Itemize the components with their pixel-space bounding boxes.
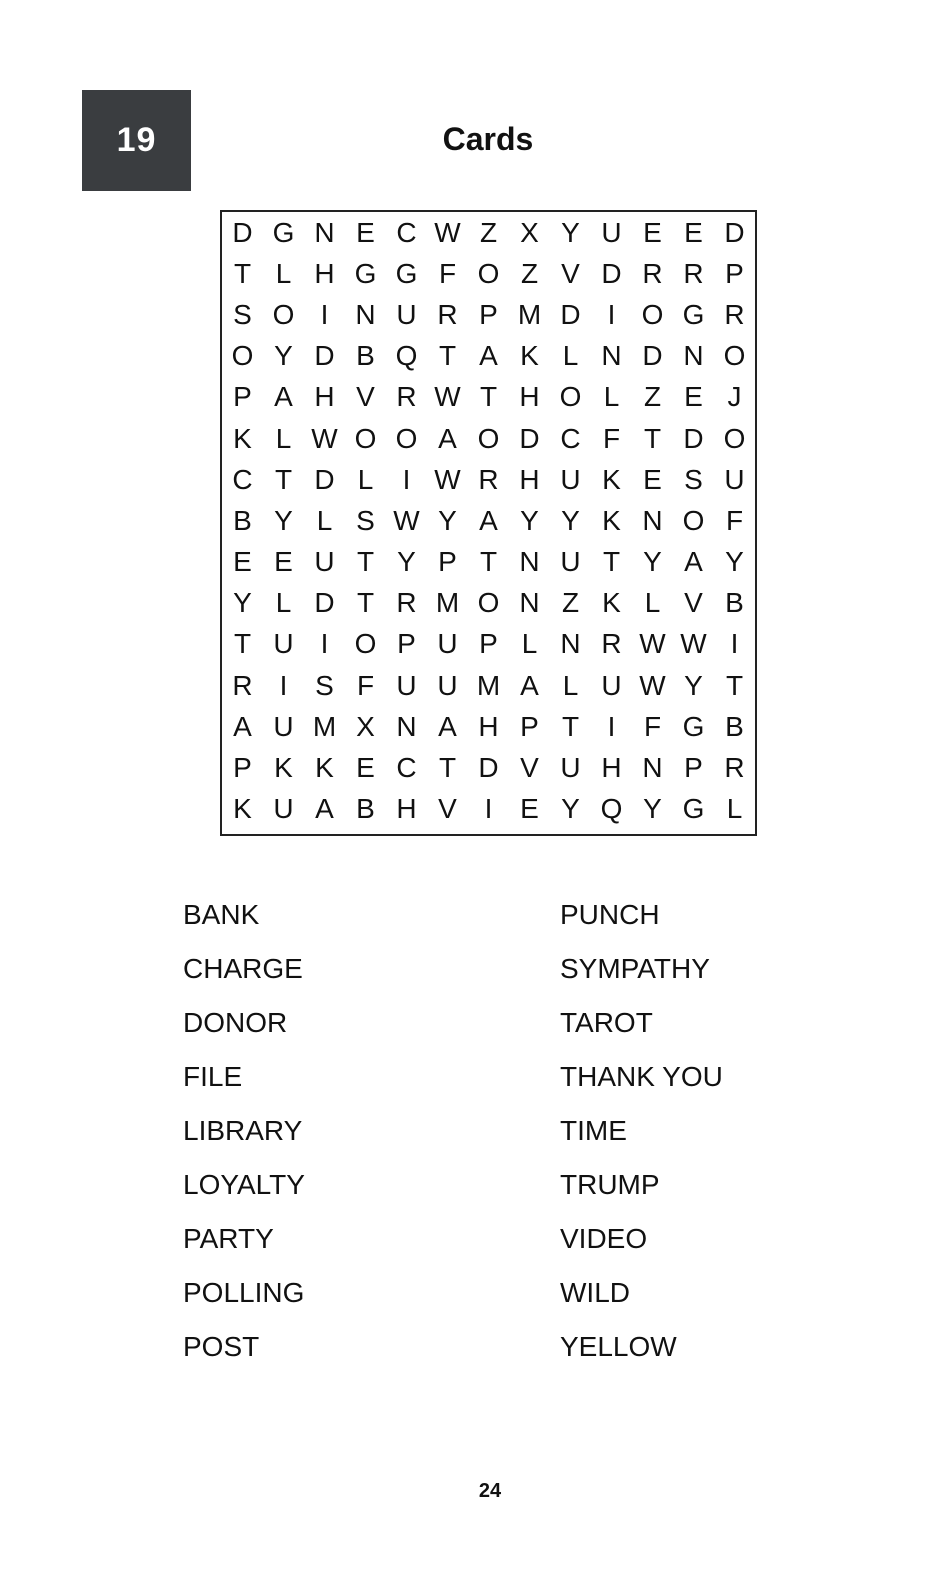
grid-cell: R bbox=[478, 463, 499, 495]
grid-cell: A bbox=[438, 710, 457, 742]
grid-cell: R bbox=[437, 298, 458, 330]
word-list-item: TRUMP bbox=[560, 1169, 660, 1200]
grid-cell: I bbox=[279, 669, 288, 701]
grid-cell: C bbox=[232, 463, 253, 495]
grid-cell: U bbox=[314, 546, 335, 578]
word-list-item: TIME bbox=[560, 1115, 627, 1146]
grid-cell: U bbox=[560, 463, 581, 495]
grid-cell: N bbox=[355, 298, 376, 330]
grid-cell: N bbox=[396, 710, 417, 742]
grid-cell: A bbox=[479, 504, 498, 536]
grid-cell: O bbox=[723, 340, 746, 372]
grid-cell: V bbox=[438, 793, 457, 825]
letter-grid bbox=[222, 212, 755, 830]
grid-cell: D bbox=[478, 752, 499, 784]
grid-cell: L bbox=[275, 422, 292, 454]
grid-cell: H bbox=[601, 752, 622, 784]
grid-cell: N bbox=[642, 752, 663, 784]
grid-cell: V bbox=[684, 587, 703, 619]
grid-cell: I bbox=[730, 628, 739, 660]
grid-cell: Y bbox=[561, 504, 580, 536]
grid-cell: A bbox=[315, 793, 334, 825]
grid-cell: A bbox=[438, 422, 457, 454]
grid-cell: U bbox=[396, 669, 417, 701]
grid-cell: L bbox=[562, 340, 579, 372]
grid-cell: S bbox=[356, 504, 375, 536]
grid-cell: D bbox=[724, 216, 745, 248]
grid-cell: F bbox=[725, 504, 744, 536]
grid-cell: P bbox=[725, 257, 744, 289]
grid-cell: E bbox=[356, 752, 375, 784]
grid-cell: O bbox=[354, 422, 377, 454]
grid-cell: O bbox=[477, 587, 500, 619]
grid-cell: R bbox=[396, 381, 417, 413]
grid-cell: P bbox=[233, 381, 252, 413]
grid-cell: R bbox=[683, 257, 704, 289]
grid-cell: L bbox=[562, 669, 579, 701]
grid-cell: O bbox=[272, 298, 295, 330]
grid-cell: Y bbox=[643, 793, 662, 825]
grid-cell: G bbox=[395, 257, 418, 289]
grid-cell: N bbox=[683, 340, 704, 372]
grid-cell: O bbox=[477, 422, 500, 454]
grid-cell: U bbox=[437, 628, 458, 660]
word-list-item: SYMPATHY bbox=[560, 953, 710, 984]
grid-cell: I bbox=[320, 628, 329, 660]
grid-cell: L bbox=[521, 628, 538, 660]
grid-cell: F bbox=[602, 422, 621, 454]
page-number: 24 bbox=[478, 1480, 502, 1502]
grid-cell: N bbox=[519, 546, 540, 578]
grid-cell: I bbox=[607, 298, 616, 330]
grid-cell: I bbox=[320, 298, 329, 330]
grid-cell: T bbox=[438, 340, 457, 372]
grid-cell: D bbox=[314, 587, 335, 619]
grid-cell: O bbox=[354, 628, 377, 660]
grid-cell: T bbox=[356, 546, 375, 578]
grid-cell: Z bbox=[479, 216, 498, 248]
grid-cell: C bbox=[560, 422, 581, 454]
grid-cell: I bbox=[484, 793, 493, 825]
grid-cell: L bbox=[357, 463, 374, 495]
grid-cell: R bbox=[232, 669, 253, 701]
puzzle-number-badge bbox=[82, 90, 191, 191]
grid-cell: U bbox=[560, 752, 581, 784]
grid-cell: Y bbox=[520, 504, 539, 536]
grid-cell: N bbox=[642, 504, 663, 536]
grid-cell: K bbox=[274, 752, 293, 784]
grid-cell: W bbox=[434, 381, 461, 413]
grid-cell: W bbox=[639, 628, 666, 660]
grid-cell: H bbox=[519, 463, 540, 495]
grid-cell: S bbox=[684, 463, 703, 495]
grid-cell: F bbox=[643, 710, 662, 742]
grid-cell: Z bbox=[520, 257, 539, 289]
grid-cell: Q bbox=[395, 340, 418, 372]
grid-cell: R bbox=[642, 257, 663, 289]
grid-cell: A bbox=[479, 340, 498, 372]
word-list-item: FILE bbox=[183, 1061, 243, 1092]
grid-cell: W bbox=[680, 628, 707, 660]
grid-cell: K bbox=[520, 340, 539, 372]
grid-cell: C bbox=[396, 216, 417, 248]
word-list-item: WILD bbox=[560, 1277, 630, 1308]
grid-cell: R bbox=[396, 587, 417, 619]
grid-cell: P bbox=[479, 628, 498, 660]
grid-cell: H bbox=[396, 793, 417, 825]
grid-cell: Y bbox=[274, 340, 293, 372]
grid-cell: G bbox=[272, 216, 295, 248]
grid-cell: Y bbox=[274, 504, 293, 536]
grid-cell: K bbox=[602, 504, 621, 536]
grid-cell: K bbox=[602, 463, 621, 495]
grid-cell: U bbox=[601, 216, 622, 248]
word-list-item: VIDEO bbox=[560, 1223, 648, 1254]
grid-cell: D bbox=[642, 340, 663, 372]
grid-cell: P bbox=[438, 546, 457, 578]
grid-cell: W bbox=[311, 422, 338, 454]
grid-cell: A bbox=[684, 546, 703, 578]
grid-cell: E bbox=[274, 546, 293, 578]
word-list-item: POST bbox=[183, 1331, 260, 1362]
grid-cell: W bbox=[393, 504, 420, 536]
grid-cell: L bbox=[275, 257, 292, 289]
grid-cell: T bbox=[479, 381, 498, 413]
word-list-item: LOYALTY bbox=[183, 1169, 305, 1200]
grid-cell: O bbox=[477, 257, 500, 289]
grid-cell: P bbox=[233, 752, 252, 784]
grid-cell: O bbox=[395, 422, 418, 454]
grid-cell: E bbox=[356, 216, 375, 248]
grid-cell: M bbox=[517, 298, 542, 330]
grid-cell: Z bbox=[643, 381, 662, 413]
grid-cell: D bbox=[314, 340, 335, 372]
grid-cell: P bbox=[397, 628, 416, 660]
word-list-item: PARTY bbox=[183, 1223, 274, 1254]
grid-cell: W bbox=[434, 463, 461, 495]
grid-cell: R bbox=[601, 628, 622, 660]
grid-cell: N bbox=[560, 628, 581, 660]
grid-cell: D bbox=[314, 463, 335, 495]
grid-cell: G bbox=[682, 710, 705, 742]
grid-cell: N bbox=[601, 340, 622, 372]
grid-cell: O bbox=[231, 340, 254, 372]
grid-cell: P bbox=[479, 298, 498, 330]
grid-cell: R bbox=[724, 752, 745, 784]
grid-cell: C bbox=[396, 752, 417, 784]
grid-cell: I bbox=[607, 710, 616, 742]
grid-cell: L bbox=[316, 504, 333, 536]
grid-cell: M bbox=[312, 710, 337, 742]
grid-cell: U bbox=[396, 298, 417, 330]
grid-cell: A bbox=[274, 381, 293, 413]
grid-cell: U bbox=[273, 793, 294, 825]
grid-cell: D bbox=[519, 422, 540, 454]
word-list-item: DONOR bbox=[183, 1007, 288, 1038]
grid-cell: S bbox=[315, 669, 334, 701]
word-list-item: CHARGE bbox=[183, 953, 303, 984]
word-list-right bbox=[560, 893, 723, 1379]
grid-cell: U bbox=[724, 463, 745, 495]
grid-cell: T bbox=[561, 710, 580, 742]
grid-cell: K bbox=[233, 422, 252, 454]
grid-cell: J bbox=[727, 381, 742, 413]
word-list-item: BANK bbox=[183, 899, 260, 930]
grid-cell: G bbox=[682, 793, 705, 825]
grid-cell: T bbox=[438, 752, 457, 784]
grid-cell: T bbox=[643, 422, 662, 454]
grid-cell: W bbox=[434, 216, 461, 248]
grid-cell: N bbox=[519, 587, 540, 619]
grid-cell: B bbox=[356, 793, 375, 825]
grid-cell: O bbox=[682, 504, 705, 536]
grid-cell: X bbox=[520, 216, 539, 248]
grid-cell: U bbox=[560, 546, 581, 578]
grid-cell: Z bbox=[561, 587, 580, 619]
grid-cell: F bbox=[356, 669, 375, 701]
grid-cell: Y bbox=[561, 216, 580, 248]
grid-cell: H bbox=[314, 257, 335, 289]
grid-cell: I bbox=[402, 463, 411, 495]
grid-cell: P bbox=[684, 752, 703, 784]
grid-cell: V bbox=[356, 381, 375, 413]
grid-cell: T bbox=[233, 257, 252, 289]
grid-cell: K bbox=[602, 587, 621, 619]
word-list-item: TAROT bbox=[560, 1007, 653, 1038]
grid-cell: B bbox=[725, 710, 744, 742]
grid-cell: Y bbox=[397, 546, 416, 578]
grid-cell: Y bbox=[438, 504, 457, 536]
grid-cell: L bbox=[275, 587, 292, 619]
puzzle-number: 19 bbox=[116, 121, 157, 159]
grid-cell: N bbox=[314, 216, 335, 248]
grid-cell: K bbox=[315, 752, 334, 784]
grid-cell: B bbox=[233, 504, 252, 536]
grid-cell: M bbox=[476, 669, 501, 701]
grid-cell: A bbox=[233, 710, 252, 742]
word-list-item: POLLING bbox=[183, 1277, 305, 1308]
grid-cell: T bbox=[479, 546, 498, 578]
grid-cell: X bbox=[356, 710, 375, 742]
grid-cell: B bbox=[725, 587, 744, 619]
grid-cell: K bbox=[233, 793, 252, 825]
grid-cell: U bbox=[601, 669, 622, 701]
grid-cell: S bbox=[233, 298, 252, 330]
grid-cell: O bbox=[641, 298, 664, 330]
grid-cell: G bbox=[682, 298, 705, 330]
grid-cell: Y bbox=[233, 587, 252, 619]
grid-cell: E bbox=[643, 463, 662, 495]
grid-cell: B bbox=[356, 340, 375, 372]
grid-cell: H bbox=[519, 381, 540, 413]
grid-cell: T bbox=[356, 587, 375, 619]
word-list-item: LIBRARY bbox=[183, 1115, 303, 1146]
word-list-left bbox=[183, 893, 305, 1379]
grid-cell: E bbox=[684, 216, 703, 248]
word-list-item: PUNCH bbox=[560, 899, 660, 930]
grid-cell: D bbox=[560, 298, 581, 330]
grid-cell: T bbox=[274, 463, 293, 495]
grid-cell: Y bbox=[684, 669, 703, 701]
grid-cell: O bbox=[559, 381, 582, 413]
grid-cell: M bbox=[435, 587, 460, 619]
puzzle-title: Cards bbox=[442, 121, 534, 157]
grid-cell: O bbox=[723, 422, 746, 454]
grid-cell: U bbox=[437, 669, 458, 701]
grid-cell: H bbox=[478, 710, 499, 742]
grid-cell: E bbox=[233, 546, 252, 578]
grid-cell: R bbox=[724, 298, 745, 330]
grid-cell: E bbox=[643, 216, 662, 248]
word-list-item: THANK YOU bbox=[560, 1061, 723, 1092]
grid-cell: V bbox=[561, 257, 580, 289]
grid-cell: L bbox=[603, 381, 620, 413]
grid-cell: T bbox=[602, 546, 621, 578]
grid-cell: E bbox=[684, 381, 703, 413]
grid-cell: Y bbox=[561, 793, 580, 825]
grid-cell: D bbox=[683, 422, 704, 454]
grid-cell: T bbox=[233, 628, 252, 660]
grid-cell: Y bbox=[643, 546, 662, 578]
grid-cell: Q bbox=[600, 793, 623, 825]
grid-cell: V bbox=[520, 752, 539, 784]
word-list-item: YELLOW bbox=[560, 1331, 677, 1362]
grid-cell: P bbox=[520, 710, 539, 742]
grid-cell: U bbox=[273, 710, 294, 742]
grid-cell: W bbox=[639, 669, 666, 701]
grid-cell: A bbox=[520, 669, 539, 701]
grid-cell: H bbox=[314, 381, 335, 413]
grid-cell: D bbox=[601, 257, 622, 289]
grid-cell: Y bbox=[725, 546, 744, 578]
grid-cell: L bbox=[726, 793, 743, 825]
grid-cell: E bbox=[520, 793, 539, 825]
grid-cell: U bbox=[273, 628, 294, 660]
grid-cell: F bbox=[438, 257, 457, 289]
grid-cell: D bbox=[232, 216, 253, 248]
grid-cell: L bbox=[644, 587, 661, 619]
grid-cell: T bbox=[725, 669, 744, 701]
grid-cell: G bbox=[354, 257, 377, 289]
